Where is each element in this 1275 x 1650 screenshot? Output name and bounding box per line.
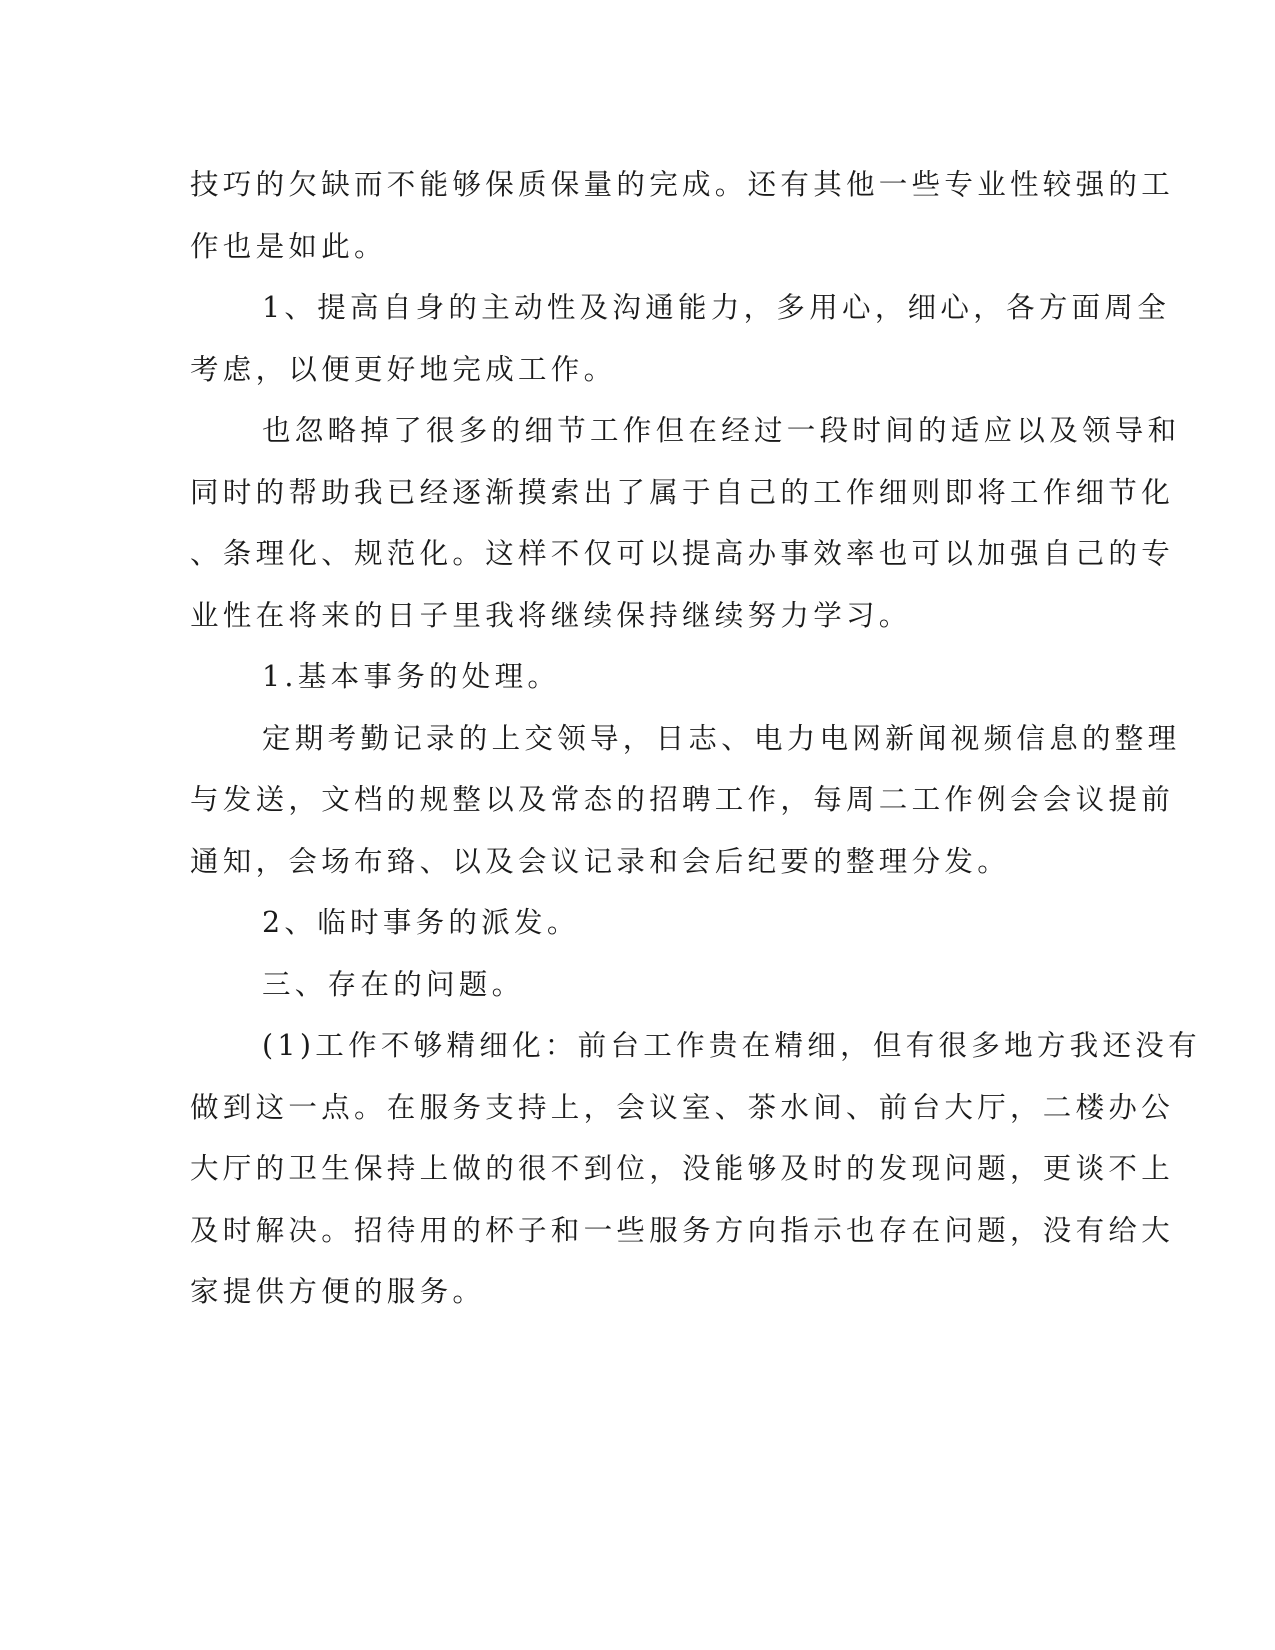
text-line: 与发送，文档的规整以及常态的招聘工作，每周二工作例会会议提前 (190, 783, 1175, 816)
section-heading: 1.基本事务的处理。 (262, 660, 561, 693)
section-heading: 三、存在的问题。 (262, 967, 525, 1001)
text-line: 1、提高自身的主动性及沟通能力，多用心，细心，各方面周全 (262, 291, 1171, 324)
text-line: 大厅的卫生保持上做的很不到位，没能够及时的发现问题，更谈不上 (190, 1152, 1175, 1185)
text-line: 及时解决。招待用的杯子和一些服务方向指示也存在问题，没有给大 (190, 1213, 1175, 1247)
text-line: 作也是如此。 (190, 229, 387, 263)
paragraph (190, 154, 1175, 277)
text-line: 通知，会场布臵、以及会议记录和会后纪要的整理分发。 (190, 844, 1011, 878)
text-line: 技巧的欠缺而不能够保质保量的完成。还有其他一些专业性较强的工 (190, 168, 1175, 201)
paragraph (190, 954, 1080, 1016)
paragraph (190, 708, 1181, 893)
section-heading: 2、临时事务的派发。 (262, 906, 580, 939)
text-line: 业性在将来的日子里我将继续保持继续努力学习。 (190, 598, 912, 632)
text-line: 同时的帮助我已经逐渐摸索出了属于自己的工作细则即将工作细节化 (190, 475, 1175, 509)
text-line: 考虑，以便更好地完成工作。 (190, 352, 617, 386)
text-line: 、条理化、规范化。这样不仅可以提高办事效率也可以加强自己的专 (190, 537, 1175, 570)
paragraph (190, 400, 1181, 646)
paragraph (190, 277, 1171, 400)
text-line: 做到这一点。在服务支持上，会议室、茶水间、前台大厅，二楼办公 (190, 1090, 1175, 1124)
text-line: 家提供方便的服务。 (190, 1275, 486, 1308)
text-line: 定期考勤记录的上交领导，日志、电力电网新闻视频信息的整理 (262, 721, 1181, 755)
paragraph (190, 1015, 1201, 1323)
text-line: 也忽略掉了很多的细节工作但在经过一段时间的适应以及领导和 (262, 414, 1181, 447)
document-body (190, 154, 1201, 1323)
paragraph (190, 892, 1080, 954)
text-line: (1)工作不够精细化：前台工作贵在精细，但有很多地方我还没有 (262, 1029, 1201, 1062)
paragraph (190, 646, 1080, 708)
